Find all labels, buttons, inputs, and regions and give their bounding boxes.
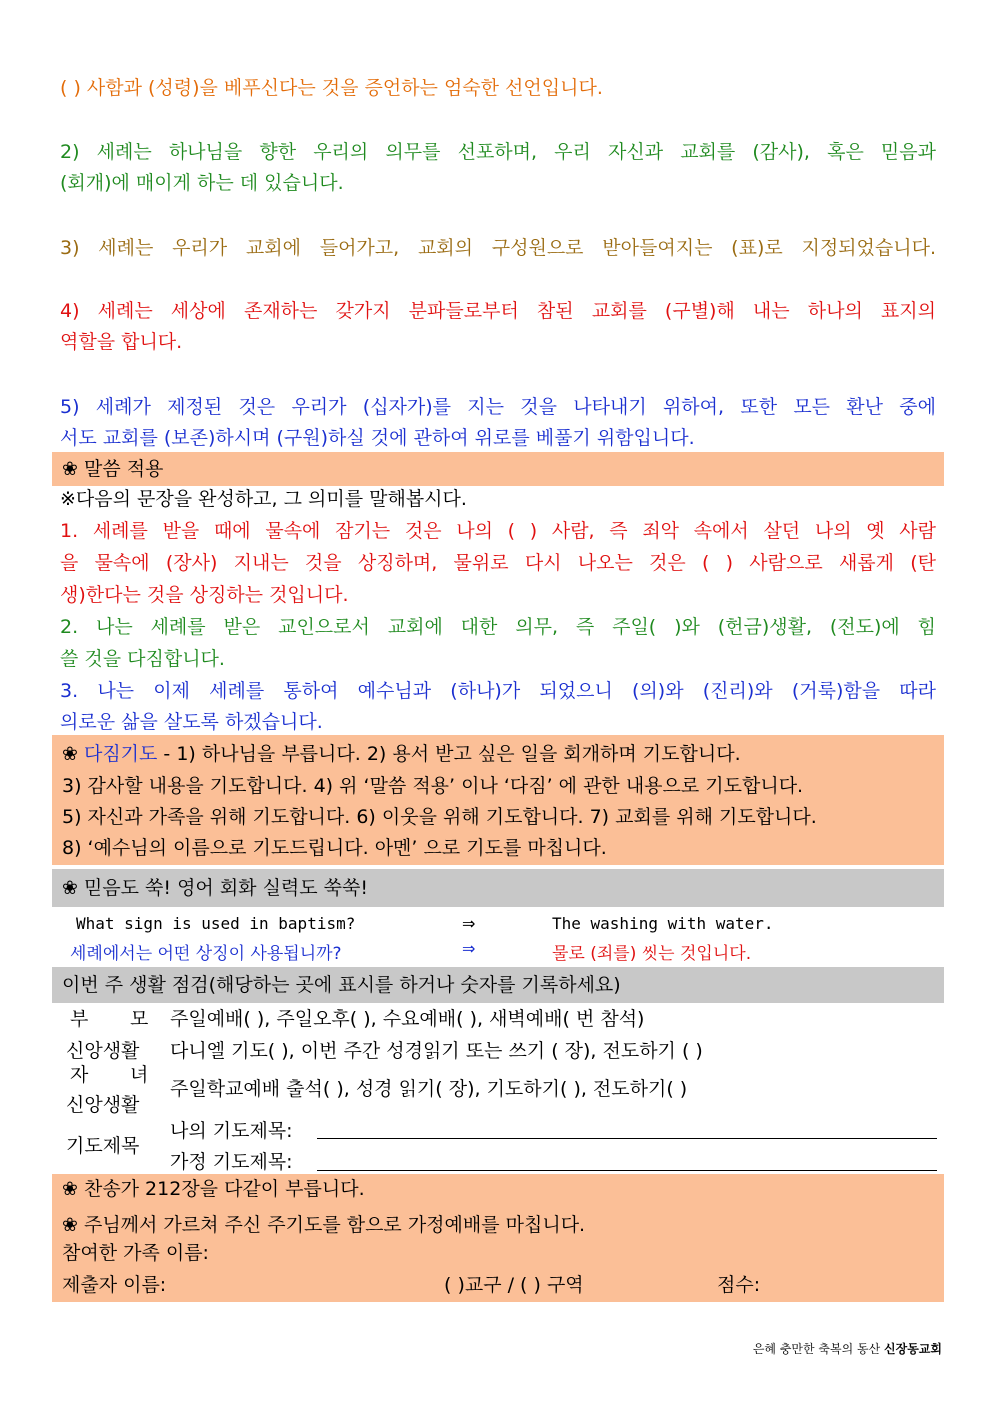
children-label-ja: 자 <box>70 1064 89 1086</box>
item-3-line-1: 3. 나는 이제 세례를 통하여 예수님과 (하나)가 되었으니 (의)와 (진리)와 (거룩)함을 따라 <box>60 680 936 702</box>
resolution-prayer-step-1: - 1) 하나님을 부릅니다. 2) 용서 받고 싶은 일을 회개하며 기도합니다. <box>157 743 741 765</box>
paragraph-3: 3) 세례는 우리가 교회에 들어가고, 교회의 구성원으로 받아들여지는 (표)로 지정되었습니다. <box>60 237 936 259</box>
submitter-label: 제출자 이름: <box>62 1274 167 1296</box>
resolution-prayer-line-3: 5) 자신과 가족을 위해 기도합니다. 6) 이웃을 위해 기도합니다. 7) 교회를 위해 기도합니다. <box>62 806 817 828</box>
children-activity-row[interactable]: 주일학교예배 출석( ), 성경 읽기( 장), 기도하기( ), 전도하기( ) <box>170 1078 688 1100</box>
resolution-prayer-line-2: 3) 감사할 내용을 기도합니다. 4) 위 ‘말씀 적용’ 이나 ‘다짐’ 에 관한 내용으로 기도합니다. <box>62 775 804 797</box>
parents-label-mo: 모 <box>130 1008 149 1030</box>
english-title: ❀ 믿음도 쑥! 영어 회화 실력도 쑥쑥! <box>62 877 368 899</box>
parents-faith-label: 신앙생활 <box>66 1040 140 1062</box>
footer <box>753 1340 942 1357</box>
english-question: What sign is used in baptism? <box>76 914 356 933</box>
hymn-line: ❀ 찬송가 212장을 다같이 부릅니다. <box>62 1178 365 1200</box>
parents-worship-row[interactable]: 주일예배( ), 주일오후( ), 수요예배( ), 새벽예배( 번 참석) <box>170 1008 645 1030</box>
children-faith-label: 신앙생활 <box>66 1094 140 1116</box>
item-1-line-2: 을 물속에 (장사) 지내는 것을 상징하며, 물위로 다시 나오는 것은 ( ) 사람으로 새롭게 (탄 <box>60 552 936 574</box>
paragraph-2-line-1: 2) 세례는 하나님을 향한 우리의 의무를 선포하며, 우리 자신과 교회를 (감사), 혹은 믿음과 <box>60 141 936 163</box>
item-1-line-3: 생)한다는 것을 상징하는 것입니다. <box>60 584 349 606</box>
children-label-nyeo: 녀 <box>130 1064 149 1086</box>
parents-devotion-row[interactable]: 다니엘 기도( ), 이번 주간 성경읽기 또는 쓰기 ( 장), 전도하기 ( ) <box>170 1040 703 1062</box>
item-2-line-2: 쓸 것을 다짐합니다. <box>60 648 225 670</box>
family-prayer-input-line[interactable] <box>317 1170 937 1171</box>
footer-slogan: 은혜 충만한 축복의 동산 <box>752 1342 881 1356</box>
word-application-header <box>52 452 944 486</box>
paragraph-4-line-1: 4) 세례는 세상에 존재하는 갖가지 분파들로부터 참된 교회를 (구별)해 내는 하나의 표지의 <box>60 300 936 322</box>
closing-section <box>52 1174 944 1302</box>
flower-icon: ❀ <box>62 743 78 765</box>
item-1-line-1: 1. 세례를 받을 때에 물속에 잠기는 것은 나의 ( ) 사람, 즉 죄악 속에서 살던 나의 옛 사람 <box>60 520 936 542</box>
my-prayer-label: 나의 기도제목: <box>170 1120 293 1142</box>
resolution-prayer-line-1 <box>62 739 741 769</box>
korean-answer: 물로 (죄를) 씻는 것입니다. <box>552 944 752 964</box>
korean-question: 세례에서는 어떤 상징이 사용됩니까? <box>70 944 342 964</box>
prayer-topics-label: 기도제목 <box>66 1135 140 1157</box>
resolution-prayer-title: 다짐기도 <box>83 743 158 765</box>
participants-label: 참여한 가족 이름: <box>62 1242 209 1264</box>
english-answer: The washing with water. <box>552 914 774 933</box>
item-2-line-1: 2. 나는 세례를 받은 교인으로서 교회에 대한 의무, 즉 주일( )와 (헌금)생활, (전도)에 힘 <box>60 616 936 638</box>
paragraph-5-line-1: 5) 세례가 제정된 것은 우리가 (십자가)를 지는 것을 나타내기 위하여, 또한 모든 환난 중에 <box>60 396 936 418</box>
family-prayer-label: 가정 기도제목: <box>170 1151 293 1173</box>
church-name: 신장동교회 <box>884 1342 942 1356</box>
resolution-prayer-line-4: 8) ‘예수님의 이름으로 기도드립니다. 아멘’ 으로 기도를 마칩니다. <box>62 837 607 859</box>
my-prayer-input-line[interactable] <box>317 1138 937 1139</box>
district-field[interactable]: ( )교구 / ( ) 구역 <box>444 1274 584 1296</box>
english-header <box>52 869 944 907</box>
paragraph-2-line-2: (회개)에 매이게 하는 데 있습니다. <box>60 172 344 194</box>
checklist-title: 이번 주 생활 점검(해당하는 곳에 표시를 하거나 숫자를 기록하세요) <box>62 974 621 996</box>
paragraph-1: ( ) 사함과 (성령)을 베푸신다는 것을 증언하는 엄숙한 선언입니다. <box>60 77 603 99</box>
word-application-title: ❀ 말씀 적용 <box>62 458 164 480</box>
word-application-instruction: ※다음의 문장을 완성하고, 그 의미를 말해봅시다. <box>60 488 467 510</box>
checklist-header <box>52 967 944 1003</box>
resolution-prayer-section <box>52 735 944 865</box>
item-3-line-2: 의로운 삶을 살도록 하겠습니다. <box>60 711 323 733</box>
lords-prayer-line: ❀ 주님께서 가르쳐 주신 주기도를 함으로 가정예배를 마칩니다. <box>62 1214 586 1236</box>
parents-label-bu: 부 <box>70 1008 89 1030</box>
arrow-icon-2: ⇒ <box>462 939 476 958</box>
paragraph-5-line-2: 서도 교회를 (보존)하시며 (구원)하실 것에 관하여 위로를 베풀기 위함입니다. <box>60 427 695 449</box>
paragraph-4-line-2: 역할을 합니다. <box>60 331 183 353</box>
score-label: 점수: <box>717 1274 761 1296</box>
arrow-icon: ⇒ <box>462 914 476 933</box>
